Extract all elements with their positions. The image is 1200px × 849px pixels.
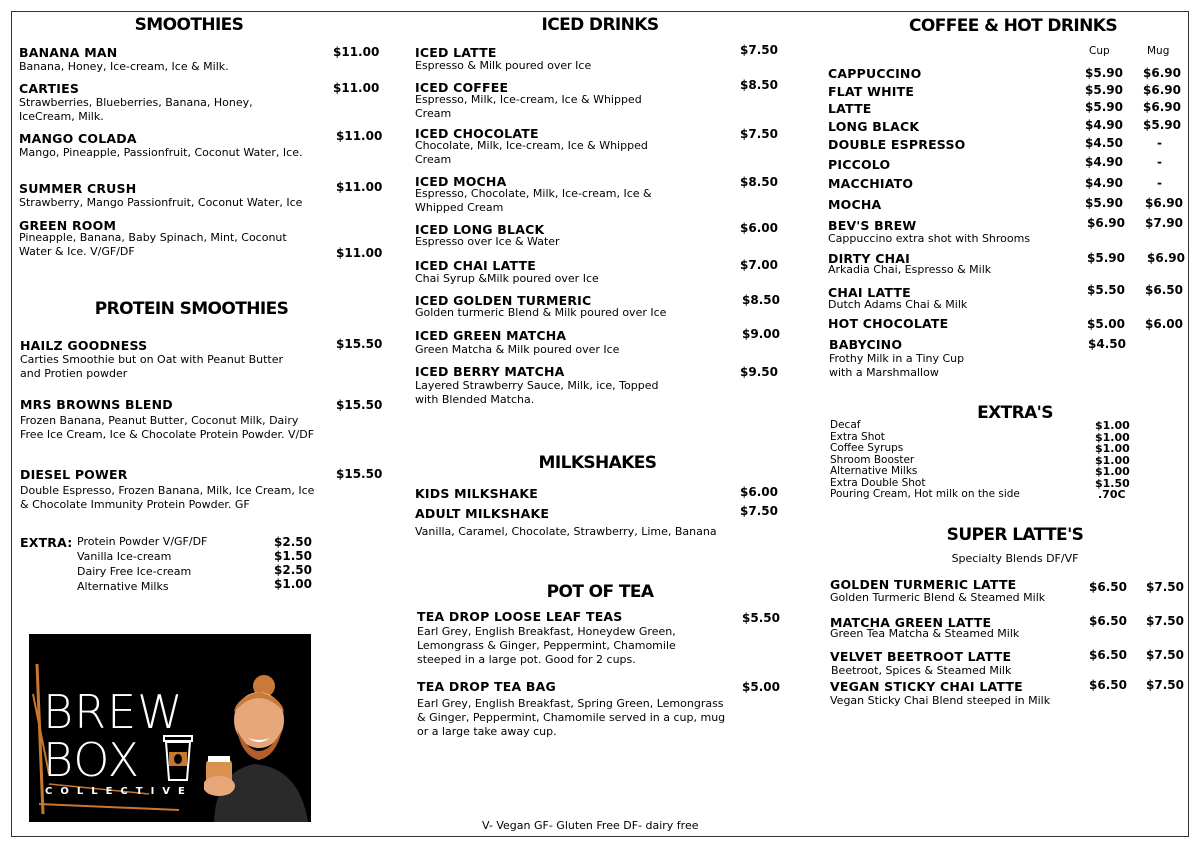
menu-item-name: MANGO COLADA [19,131,137,146]
cup-price: $4.90 [1085,176,1123,190]
pot-of-tea-heading: POT OF TEA [546,582,654,602]
coffee-hot-drinks-heading: COFFEE & HOT DRINKS [908,16,1117,36]
menu-item-desc: Cappuccino extra shot with Shrooms [828,232,1031,245]
menu-item-name: MATCHA GREEN LATTE [830,615,992,630]
extra-item-price: $1.00 [1095,419,1130,432]
cup-price: $4.90 [1085,118,1123,132]
menu-item-price: $7.50 [740,43,778,57]
menu-item-name: VELVET BEETROOT LATTE [830,649,1012,664]
menu-item-desc: Arkadia Chai, Espresso & Milk [828,263,992,276]
cup-price: $5.90 [1085,100,1123,114]
mug-price: $6.90 [1145,196,1183,210]
mug-price: $6.00 [1145,317,1183,331]
menu-item-desc: Banana, Honey, Ice-cream, Ice & Milk. [19,60,229,73]
menu-item-name: LONG BLACK [828,119,920,134]
menu-item-price: $7.00 [740,258,778,272]
menu-item-name: BEV'S BREW [828,218,917,233]
menu-item-price: $9.00 [742,327,780,341]
menu-item-name: MACCHIATO [828,176,914,191]
mug-price: - [1157,155,1162,169]
extra-item-name: Dairy Free Ice-cream [77,565,192,578]
menu-item-name: TEA DROP LOOSE LEAF TEAS [417,609,623,624]
cup-price: $5.90 [1087,251,1125,265]
extra-item-name: Extra Double Shot [830,476,926,489]
extra-item-name: Vanilla Ice-cream [77,550,172,563]
menu-item-name: BANANA MAN [19,45,118,60]
menu-item-price: $15.50 [336,467,383,481]
menu-item-desc: Earl Grey, English Breakfast, Honeydew Green, Lemongrass & Ginger, Peppermint, Chamomile steeped in a large pot. Good for 2 cups. [417,625,676,666]
mug-price: $7.50 [1146,678,1184,692]
extra-item-name: Protein Powder V/GF/DF [77,535,208,548]
menu-item-name: ICED GOLDEN TURMERIC [415,293,592,308]
menu-item-price: $7.50 [740,504,778,518]
extra-item-price: $1.50 [1095,476,1130,490]
extra-item-name: Coffee Syrups [830,442,904,454]
logo-line-2: BOX [43,733,141,787]
extra-item-price: $1.00 [1095,465,1130,478]
menu-item-name: MOCHA [828,197,882,212]
logo-subtitle: COLLECTIVE [45,786,193,797]
menu-item-name: HAILZ GOODNESS [20,338,148,353]
menu-item-desc: Carties Smoothie but on Oat with Peanut Butter and Protien powder [20,353,284,380]
menu-item-desc: Mango, Pineapple, Passionfruit, Coconut Water, Ice. [19,146,303,159]
smoothies-heading: SMOOTHIES [134,15,244,35]
cup-price: $5.90 [1085,66,1123,80]
menu-item-name: TEA DROP TEA BAG [417,679,556,694]
menu-item-name: ICED CHOCOLATE [415,126,539,141]
menu-item-desc: Golden turmeric Blend & Milk poured over Ice [415,306,667,319]
menu-item-name: KIDS MILKSHAKE [415,486,538,501]
menu-item-name: LATTE [828,101,872,116]
cup-price: $6.50 [1089,678,1127,692]
menu-item-name: GREEN ROOM [19,218,117,233]
barista-character-icon [204,672,310,822]
extra-item-price: $1.00 [274,577,312,591]
menu-item-name: BABYCINO [829,337,903,352]
iced-drinks-heading: ICED DRINKS [541,15,659,35]
menu-item-price: $11.00 [336,246,383,260]
menu-item-name: VEGAN STICKY CHAI LATTE [830,679,1023,694]
menu-item-desc: Green Tea Matcha & Steamed Milk [830,627,1020,640]
menu-item-name: CARTIES [19,81,80,96]
menu-item-desc: Espresso & Milk poured over Ice [415,59,592,72]
mug-price: $6.90 [1143,100,1181,114]
menu-item-price: $6.00 [740,485,778,499]
menu-item-name: GOLDEN TURMERIC LATTE [830,577,1017,592]
menu-item-desc: Strawberries, Blueberries, Banana, Honey, IceCream, Milk. [19,96,253,123]
extra-item-price: $1.00 [1095,442,1130,455]
mug-price: $6.90 [1147,251,1185,265]
menu-item-price: $11.00 [336,129,383,143]
menu-item-price: $15.50 [336,337,383,351]
super-lattes-heading: SUPER LATTE'S [946,525,1084,545]
menu-item-name: ICED LONG BLACK [415,222,545,237]
menu-item-price: $11.00 [333,81,380,95]
extra-item-price: $2.50 [274,563,312,577]
menu-item-name: CAPPUCCINO [828,66,922,81]
mug-price: $6.50 [1145,283,1183,297]
mug-price: $6.90 [1143,83,1181,97]
extras-heading: EXTRA'S [977,403,1053,423]
extra-item-price: $1.00 [1095,430,1130,444]
cup-price: $5.50 [1087,283,1125,297]
super-lattes-subtitle: Specialty Blends DF/VF [951,552,1079,565]
menu-item-name: DIESEL POWER [20,467,128,482]
extra-item-price: $2.50 [274,535,312,549]
menu-item-price: $15.50 [336,398,383,412]
mug-price: $7.50 [1146,580,1184,594]
menu-item-price: $8.50 [742,293,780,307]
milkshake-flavours: Vanilla, Caramel, Chocolate, Strawberry, Lime, Banana [415,525,717,538]
menu-item-price: $6.00 [740,221,778,235]
menu-item-name: MRS BROWNS BLEND [20,397,173,412]
dietary-legend: V- Vegan GF- Gluten Free DF- dairy free [482,819,699,832]
coffee-cup-icon [161,734,195,782]
extras-list [830,420,1020,501]
menu-item-name: HOT CHOCOLATE [828,316,949,331]
menu-item-name: FLAT WHITE [828,84,915,99]
cup-price: $5.90 [1085,83,1123,97]
extra-item-price: $1.00 [1095,453,1130,467]
menu-item-desc: Pineapple, Banana, Baby Spinach, Mint, Coconut Water & Ice. V/GF/DF [19,231,287,258]
cup-price: $4.50 [1088,337,1126,351]
cup-price: $4.50 [1085,136,1123,150]
cup-price: $4.90 [1085,155,1123,169]
menu-item-name: PICCOLO [828,157,891,172]
cup-price: $6.50 [1089,614,1127,628]
protein-smoothies-heading: PROTEIN SMOOTHIES [94,299,289,319]
mug-price: - [1157,136,1162,150]
menu-item-price: $5.00 [742,680,780,694]
mug-price: $7.90 [1145,216,1183,230]
menu-item-name: SUMMER CRUSH [19,181,137,196]
extras-prices [1095,420,1130,501]
mug-column-header: Mug [1147,45,1170,57]
cup-price: $6.90 [1087,216,1125,230]
mug-price: $5.90 [1143,118,1181,132]
extra-item-name: Pouring Cream, Hot milk on the side [830,488,1020,500]
mug-price: - [1157,176,1162,190]
menu-item-desc: Chocolate, Milk, Ice-cream, Ice & Whipped Cream [415,139,648,166]
milkshakes-heading: MILKSHAKES [538,453,657,473]
menu-item-desc: Espresso over Ice & Water [415,235,560,248]
cup-price: $5.90 [1085,196,1123,210]
menu-item-name: ICED CHAI LATTE [415,258,536,273]
cup-column-header: Cup [1089,45,1110,57]
menu-item-price: $7.50 [740,127,778,141]
logo-line-1: BREW [43,685,184,739]
menu-item-desc: Green Matcha & Milk poured over Ice [415,343,620,356]
extra-label: EXTRA: [20,535,73,550]
menu-item-desc: Frothy Milk in a Tiny Cup with a Marshmallow [829,352,965,379]
extra-item-name: Decaf [830,419,861,431]
brew-box-logo [29,634,311,822]
menu-item-desc: Layered Strawberry Sauce, Milk, ice, Topped with Blended Matcha. [415,379,659,406]
menu-item-desc: Earl Grey, English Breakfast, Spring Green, Lemongrass & Ginger, Peppermint, Chamomile served in a cup, mug or a large take away cup. [417,697,726,738]
extra-item-name: Shroom Booster [830,453,915,466]
menu-item-desc: Frozen Banana, Peanut Butter, Coconut Milk, Dairy Free Ice Cream, Ice & Chocolate Protein Powder. V/DF [20,414,315,441]
menu-item-name: ICED GREEN MATCHA [415,328,567,343]
extra-item-name: Alternative Milks [830,465,918,477]
extra-item-price: $1.50 [274,549,312,563]
menu-item-desc: Beetroot, Spices & Steamed Milk [831,664,1012,677]
menu-item-desc: Chai Syrup &Milk poured over Ice [415,272,599,285]
extra-item-price: .70C [1098,488,1126,501]
menu-item-desc: Espresso, Chocolate, Milk, Ice-cream, Ice & Whipped Cream [415,187,652,214]
menu-item-desc: Double Espresso, Frozen Banana, Milk, Ice Cream, Ice & Chocolate Immunity Protein Powder. GF [20,484,315,511]
mug-price: $7.50 [1146,614,1184,628]
extra-item-name: Extra Shot [830,430,885,443]
menu-item-price: $9.50 [740,365,778,379]
menu-item-desc: Golden Turmeric Blend & Steamed Milk [830,591,1046,604]
menu-item-price: $11.00 [333,45,380,59]
menu-item-desc: Strawberry, Mango Passionfruit, Coconut Water, Ice [19,196,303,209]
menu-item-name: ICED MOCHA [415,174,507,189]
menu-item-name: ICED BERRY MATCHA [415,364,565,379]
cup-price: $6.50 [1089,580,1127,594]
menu-item-price: $8.50 [740,175,778,189]
menu-item-desc: Espresso, Milk, Ice-cream, Ice & Whipped Cream [415,93,642,120]
menu-item-name: ICED LATTE [415,45,497,60]
menu-item-price: $8.50 [740,78,778,92]
menu-item-name: DOUBLE ESPRESSO [828,137,966,152]
menu-item-name: CHAI LATTE [828,285,911,300]
menu-item-desc: Dutch Adams Chai & Milk [828,298,968,311]
menu-item-name: DIRTY CHAI [828,251,910,266]
menu-item-desc: Vegan Sticky Chai Blend steeped in Milk [830,694,1051,707]
mug-price: $7.50 [1146,648,1184,662]
cup-price: $6.50 [1089,648,1127,662]
menu-item-price: $11.00 [336,180,383,194]
cup-price: $5.00 [1087,317,1125,331]
mug-price: $6.90 [1143,66,1181,80]
menu-item-price: $5.50 [742,611,780,625]
menu-item-name: ADULT MILKSHAKE [415,506,550,521]
extra-item-name: Alternative Milks [77,580,169,593]
menu-item-name: ICED COFFEE [415,80,509,95]
